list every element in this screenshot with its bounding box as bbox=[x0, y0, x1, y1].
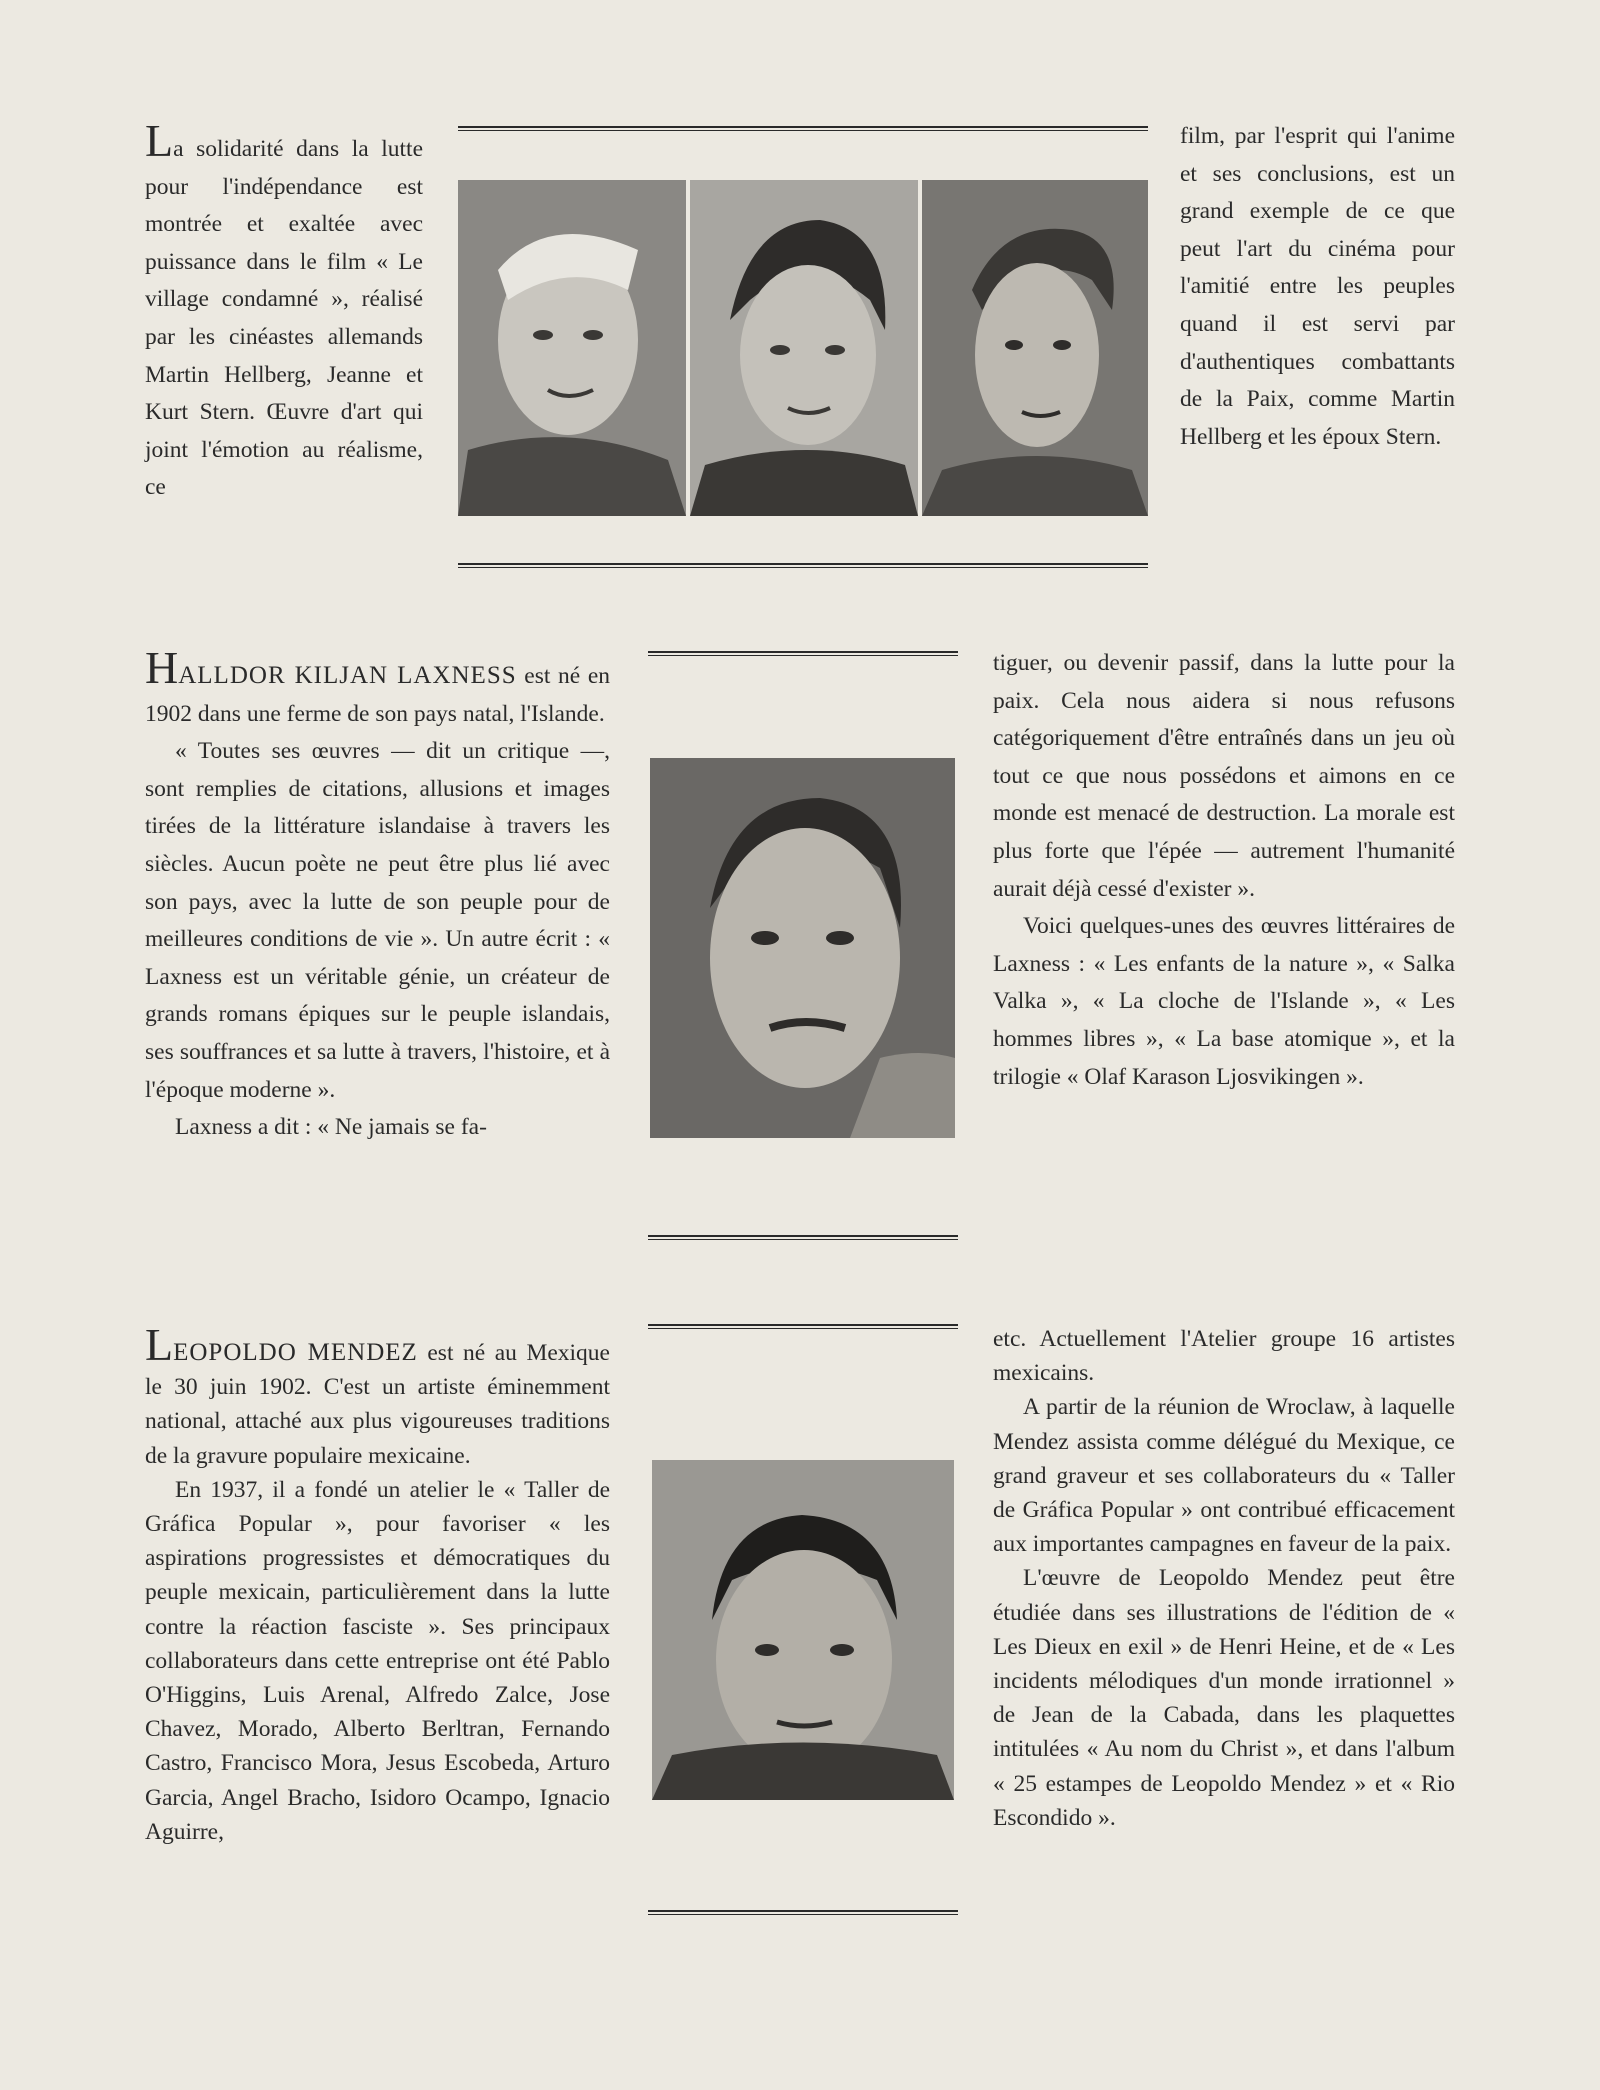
photo-leopoldo-mendez bbox=[652, 1460, 954, 1800]
section3-left-column bbox=[145, 1319, 610, 1849]
section3-right-column bbox=[993, 1322, 1455, 1835]
section2-right-column bbox=[993, 645, 1455, 1096]
section3-bottom-rule bbox=[648, 1910, 958, 1915]
photo-halldor-laxness bbox=[650, 758, 955, 1138]
mendez-right-paragraph-2: A partir de la réunion de Wroclaw, à laquelle Mendez assista comme délégué du Mexique, ce grand graveur et ses collaborateurs du « Taller de Gráfica Popular » ont contribué efficacement aux importantes campagnes en faveur de la paix. bbox=[993, 1394, 1455, 1558]
section2-bottom-rule bbox=[648, 1235, 958, 1240]
mendez-right-paragraph-1: etc. Actuellement l'Atelier groupe 16 artistes mexicains. bbox=[993, 1326, 1455, 1387]
section1-top-rule bbox=[458, 126, 1148, 131]
laxness-paragraph-2: « Toutes ses œuvres — dit un critique —, sont remplies de citations, allusions et images tirées de la littérature islandaise à travers les siècles. Aucun poète ne peut être plus lié avec son pays, avec la lutte de son peuple pour de meilleures conditions de vie ». Un autre écrit : « Laxness est un véritable génie, un créateur de grands romans épiques sur le peuple islandais, ses souffrances et sa lutte à travers, l'histoire, et à l'époque moderne ». bbox=[145, 738, 610, 1103]
laxness-intro bbox=[145, 642, 610, 733]
mendez-intro-text: est né au Mexique le 30 juin 1902. C'est un artiste éminemment national, attaché aux plus vigoureuses traditions de la gravure populaire mexicaine. bbox=[145, 1340, 610, 1469]
photo-martin-hellberg bbox=[458, 180, 686, 516]
section3-top-rule bbox=[648, 1324, 958, 1329]
section1-left-text: a solidarité dans la lutte pour l'indépendance est montrée et exaltée avec puissance dans le film « Le village condamné », réalisé par les cinéastes allemands Martin Hellberg, Jeanne et Kurt Stern. Œuvre d'art qui joint l'émotion au réalisme, ce bbox=[145, 136, 423, 501]
section1-right-column bbox=[1180, 118, 1455, 456]
section1-left-paragraph bbox=[145, 115, 423, 507]
section1-bottom-rule bbox=[458, 563, 1148, 568]
drop-cap: H bbox=[145, 642, 179, 693]
mendez-paragraph-2: En 1937, il a fondé un atelier le « Taller de Gráfica Popular », pour favoriser « les aspirations progressistes et démocratiques du peuple mexicain, particulièrement dans la lutte contre la réaction fasciste ». Ses principaux collaborateurs dans cette entreprise ont été Pablo O'Higgins, Luis Arenal, Alfredo Zalce, Jose Chavez, Morado, Alberto Berltran, Fernando Castro, Francisco Mora, Jesus Escobeda, Arturo Garcia, Angel Bracho, Isidoro Ocampo, Ignacio Aguirre, bbox=[145, 1476, 610, 1845]
section2-top-rule bbox=[648, 651, 958, 656]
mendez-intro bbox=[145, 1319, 610, 1473]
laxness-paragraph-3: Laxness a dit : « Ne jamais se fa- bbox=[175, 1114, 487, 1141]
drop-cap: L bbox=[145, 1319, 174, 1370]
laxness-right-paragraph-2: Voici quelques-unes des œuvres littéraires de Laxness : « Les enfants de la nature », « Salka Valka », « La cloche de l'Islande », « Les hommes libres », « La base atomique », et la trilogie « Olaf Karason Ljosvikingen ». bbox=[993, 913, 1455, 1090]
author-name-mendez: EOPOLDO MENDEZ bbox=[173, 1339, 418, 1366]
section1-left-column bbox=[145, 115, 423, 507]
mendez-right-paragraph-3: L'œuvre de Leopoldo Mendez peut être étudiée dans ses illustrations de l'édition de « Les Dieux en exil » de Henri Heine, et de « Les incidents mélodiques d'un monde irrationnel » de Jean de la Cabada, dans les plaquettes intitulées « Au nom du Christ », et dans l'album « 25 estampes de Leopoldo Mendez » et « Rio Escondido ». bbox=[993, 1565, 1455, 1831]
section1-right-paragraph: film, par l'esprit qui l'anime et ses conclusions, est un grand exemple de ce que peut l'art du cinéma pour l'amitié entre les peuples quand il est servi par d'authentiques combattants de la Paix, comme Martin Hellberg et les époux Stern. bbox=[1180, 123, 1455, 450]
drop-cap: L bbox=[145, 115, 174, 166]
photo-jeanne-stern bbox=[690, 180, 918, 516]
photo-kurt-stern bbox=[922, 180, 1148, 516]
laxness-intro-text: est né en 1902 dans une ferme de son pays natal, l'Islande. bbox=[145, 663, 610, 727]
author-name-laxness: ALLDOR KILJAN LAXNESS bbox=[178, 662, 517, 689]
laxness-right-paragraph-1: tiguer, ou devenir passif, dans la lutte pour la paix. Cela nous aidera si nous refusons catégoriquement d'être entraînés dans un jeu où tout ce que nous possédons et aimons en ce monde est menacé de destruction. La morale est plus forte que l'épée — autrement l'humanité aurait déjà cessé d'exister ». bbox=[993, 650, 1455, 902]
section2-left-column bbox=[145, 642, 610, 1147]
